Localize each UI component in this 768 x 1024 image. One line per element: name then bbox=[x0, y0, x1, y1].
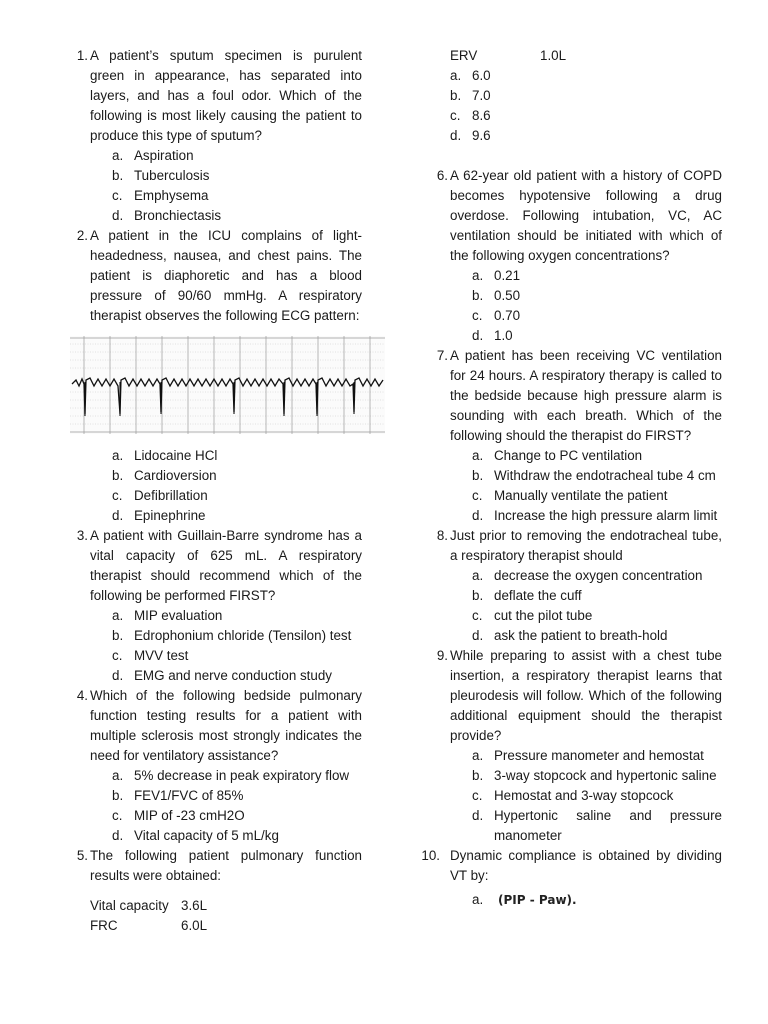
question-9 bbox=[424, 646, 722, 846]
question-number: 1. bbox=[76, 48, 88, 63]
answer-option[interactable]: d. EMG and nerve conduction study bbox=[112, 668, 332, 683]
question-stem: The following patient pulmonary function results were obtained: bbox=[90, 848, 362, 883]
pf-result-row: Vital capacity 3.6L bbox=[90, 898, 208, 913]
question-number: 4. bbox=[76, 688, 88, 703]
question-stem: Which of the following bedside pulmonary function testing results for a patient with multiple sclerosis most strongly indicates the need for ventilatory assistance? bbox=[90, 688, 362, 763]
answer-option[interactable]: b. Withdraw the endotracheal tube 4 cm bbox=[472, 468, 716, 483]
answer-option[interactable]: a. MIP evaluation bbox=[112, 608, 223, 623]
answer-option[interactable]: c. Defibrillation bbox=[112, 488, 208, 503]
answer-option[interactable]: b. Edrophonium chloride (Tensilon) test bbox=[112, 628, 352, 643]
question-number: 3. bbox=[76, 528, 88, 543]
question-6 bbox=[424, 166, 722, 346]
answer-option[interactable]: b. 7.0 bbox=[450, 88, 491, 103]
ecg-strip-image bbox=[70, 336, 385, 434]
question-stem: A 62-year old patient with a history of COPD becomes hypotensive following a drug overdose. Following intubation, VC, AC ventilation should be initiated with which of the following oxygen concentrations? bbox=[450, 168, 722, 263]
answer-option[interactable]: a. Change to PC ventilation bbox=[472, 448, 643, 463]
question-10 bbox=[416, 846, 722, 910]
answer-options bbox=[450, 66, 722, 146]
answer-option[interactable]: c. Manually ventilate the patient bbox=[472, 488, 668, 503]
answer-option[interactable]: c. MIP of -23 cmH2O bbox=[112, 808, 245, 823]
answer-option[interactable]: b. Cardioversion bbox=[112, 468, 217, 483]
question-stem: Dynamic compliance is obtained by dividing VT by: bbox=[450, 848, 722, 883]
question-7 bbox=[424, 346, 722, 526]
formula-text: (PIP - Paw). bbox=[498, 893, 577, 907]
answer-option[interactable]: a. 0.21 bbox=[472, 268, 521, 283]
answer-option[interactable]: a. Aspiration bbox=[112, 148, 194, 163]
answer-option[interactable]: a. 6.0 bbox=[450, 68, 491, 83]
question-5-continued bbox=[424, 46, 722, 146]
answer-options bbox=[472, 446, 722, 526]
question-stem: A patient has been receiving VC ventilation for 24 hours. A respiratory therapy is called to the bedside because high pressure alarm is sounding with each breath. Which of the following should the therapist do FIRST? bbox=[450, 348, 722, 443]
answer-option[interactable]: c. 0.70 bbox=[472, 308, 521, 323]
question-number: 6. bbox=[436, 168, 448, 183]
question-number: 7. bbox=[436, 348, 448, 363]
answer-option[interactable]: a. decrease the oxygen concentration bbox=[472, 568, 703, 583]
answer-option[interactable]: d. Vital capacity of 5 mL/kg bbox=[112, 828, 279, 843]
answer-option[interactable]: a. (PIP - Paw). bbox=[472, 892, 577, 907]
answer-option[interactable]: b. 0.50 bbox=[472, 288, 521, 303]
answer-option[interactable]: a. 5% decrease in peak expiratory flow bbox=[112, 768, 350, 783]
right-column bbox=[421, 46, 722, 910]
answer-option[interactable]: d. 1.0 bbox=[472, 328, 513, 343]
question-stem: Just prior to removing the endotracheal tube, a respiratory therapist should bbox=[450, 528, 722, 563]
question-3 bbox=[66, 526, 362, 686]
question-8 bbox=[424, 526, 722, 646]
answer-option[interactable]: c. Emphysema bbox=[112, 188, 209, 203]
answer-options bbox=[112, 146, 362, 226]
answer-option[interactable]: d. Epinephrine bbox=[112, 508, 206, 523]
answer-option[interactable]: d. 9.6 bbox=[450, 128, 491, 143]
question-number: 5. bbox=[76, 848, 88, 863]
question-number: 10. bbox=[421, 848, 440, 863]
question-number: 2. bbox=[76, 228, 88, 243]
answer-option[interactable]: a. Lidocaine HCl bbox=[112, 448, 218, 463]
answer-options bbox=[112, 766, 362, 846]
answer-option[interactable]: d. Increase the high pressure alarm limit bbox=[472, 508, 718, 523]
question-number: 9. bbox=[436, 648, 448, 663]
question-number: 8. bbox=[436, 528, 448, 543]
answer-option[interactable]: d. Bronchiectasis bbox=[112, 208, 222, 223]
pf-result-row: ERV 1.0L bbox=[450, 48, 567, 63]
answer-option[interactable]: b. deflate the cuff bbox=[472, 588, 582, 603]
question-2 bbox=[66, 226, 362, 526]
answer-option[interactable]: c. 8.6 bbox=[450, 108, 491, 123]
question-4 bbox=[66, 686, 362, 846]
question-stem: A patient’s sputum specimen is purulent green in appearance, has separated into layers, and has a foul odor. Which of the following is most likely causing the patient to produce this type of sputum? bbox=[90, 48, 362, 143]
question-stem: A patient in the ICU complains of light-headedness, nausea, and chest pains. The patient is diaphoretic and has a blood pressure of 90/60 mmHg. A respiratory therapist observes the following ECG pattern: bbox=[90, 228, 362, 323]
pf-result-row: FRC 6.0L bbox=[90, 918, 208, 933]
question-stem: While preparing to assist with a chest tube insertion, a respiratory therapist learns that pleurodesis will follow. Which of the following additional equipment should the therapist provide? bbox=[450, 648, 722, 743]
question-5 bbox=[66, 846, 362, 936]
answer-options bbox=[472, 890, 722, 910]
answer-options bbox=[112, 606, 362, 686]
answer-option[interactable]: c. MVV test bbox=[112, 648, 189, 663]
left-column bbox=[66, 46, 362, 936]
answer-option[interactable]: b. Tuberculosis bbox=[112, 168, 210, 183]
answer-options bbox=[472, 746, 722, 846]
answer-option[interactable]: a. Pressure manometer and hemostat bbox=[472, 748, 704, 763]
answer-option[interactable]: c. Hemostat and 3-way stopcock bbox=[472, 788, 674, 803]
question-1 bbox=[66, 46, 362, 226]
answer-option[interactable]: d. ask the patient to breath-hold bbox=[472, 628, 668, 643]
answer-option[interactable]: b. 3-way stopcock and hypertonic saline bbox=[472, 768, 717, 783]
answer-option[interactable]: b. FEV1/FVC of 85% bbox=[112, 788, 244, 803]
answer-option[interactable]: d. Hypertonic saline and pressure manometer bbox=[472, 808, 722, 843]
question-stem: A patient with Guillain-Barre syndrome has a vital capacity of 625 mL. A respiratory therapist should recommend which of the following be performed FIRST? bbox=[90, 528, 362, 603]
answer-option[interactable]: c. cut the pilot tube bbox=[472, 608, 593, 623]
answer-options bbox=[112, 446, 362, 526]
answer-options bbox=[472, 266, 722, 346]
answer-options bbox=[472, 566, 722, 646]
